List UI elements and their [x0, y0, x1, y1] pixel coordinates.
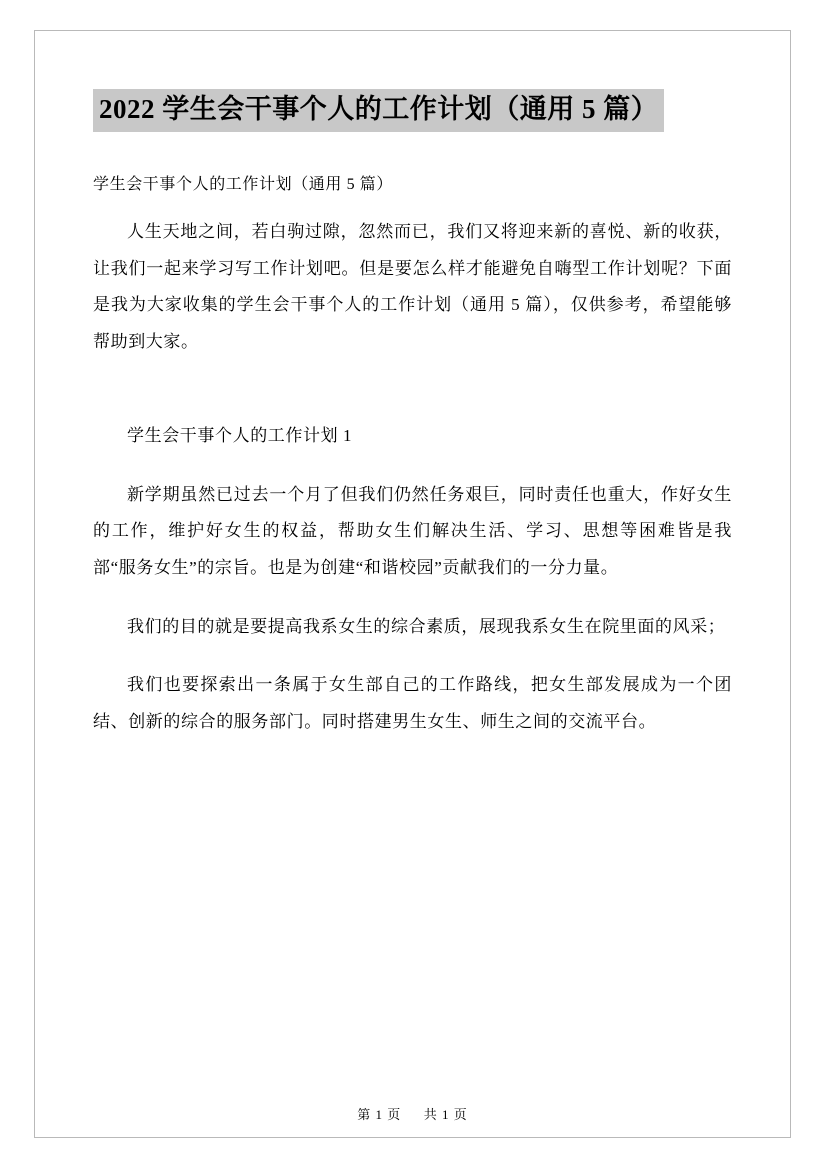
page-title: 2022 学生会干事个人的工作计划（通用 5 篇）	[93, 89, 664, 132]
page-content	[93, 89, 732, 1097]
paragraph-intro: 人生天地之间，若白驹过隙，忽然而已，我们又将迎来新的喜悦、新的收获，让我们一起来学习写工作计划吧。但是要怎么样才能避免自嗨型工作计划呢？下面是我为大家收集的学生会干事个人的工作计划（通用 5 篇），仅供参考，希望能够帮助到大家。	[93, 222, 732, 351]
footer-total-pages: 共 1 页	[423, 1107, 468, 1122]
document-subtitle: 学生会干事个人的工作计划（通用 5 篇）	[93, 175, 394, 193]
paragraph-section-heading: 学生会干事个人的工作计划 1	[127, 426, 353, 446]
footer-current-page: 第 1 页	[357, 1107, 402, 1122]
document-page	[34, 30, 791, 1138]
paragraph-body-3: 我们也要探索出一条属于女生部自己的工作路线，把女生部发展成为一个团结、创新的综合的服务部门。同时搭建男生女生、师生之间的交流平台。	[93, 675, 732, 731]
paragraph-body-2: 我们的目的就是要提高我系女生的综合素质，展现我系女生在院里面的风采；	[127, 616, 726, 636]
page-footer	[35, 1104, 790, 1123]
paragraph-body-1: 新学期虽然已过去一个月了但我们仍然任务艰巨，同时责任也重大，作好女生的工作，维护好女生的权益，帮助女生们解决生活、学习、思想等困难皆是我部“服务女生”的宗旨。也是为创建“和谐校园”贡献我们的一分力量。	[93, 484, 732, 577]
